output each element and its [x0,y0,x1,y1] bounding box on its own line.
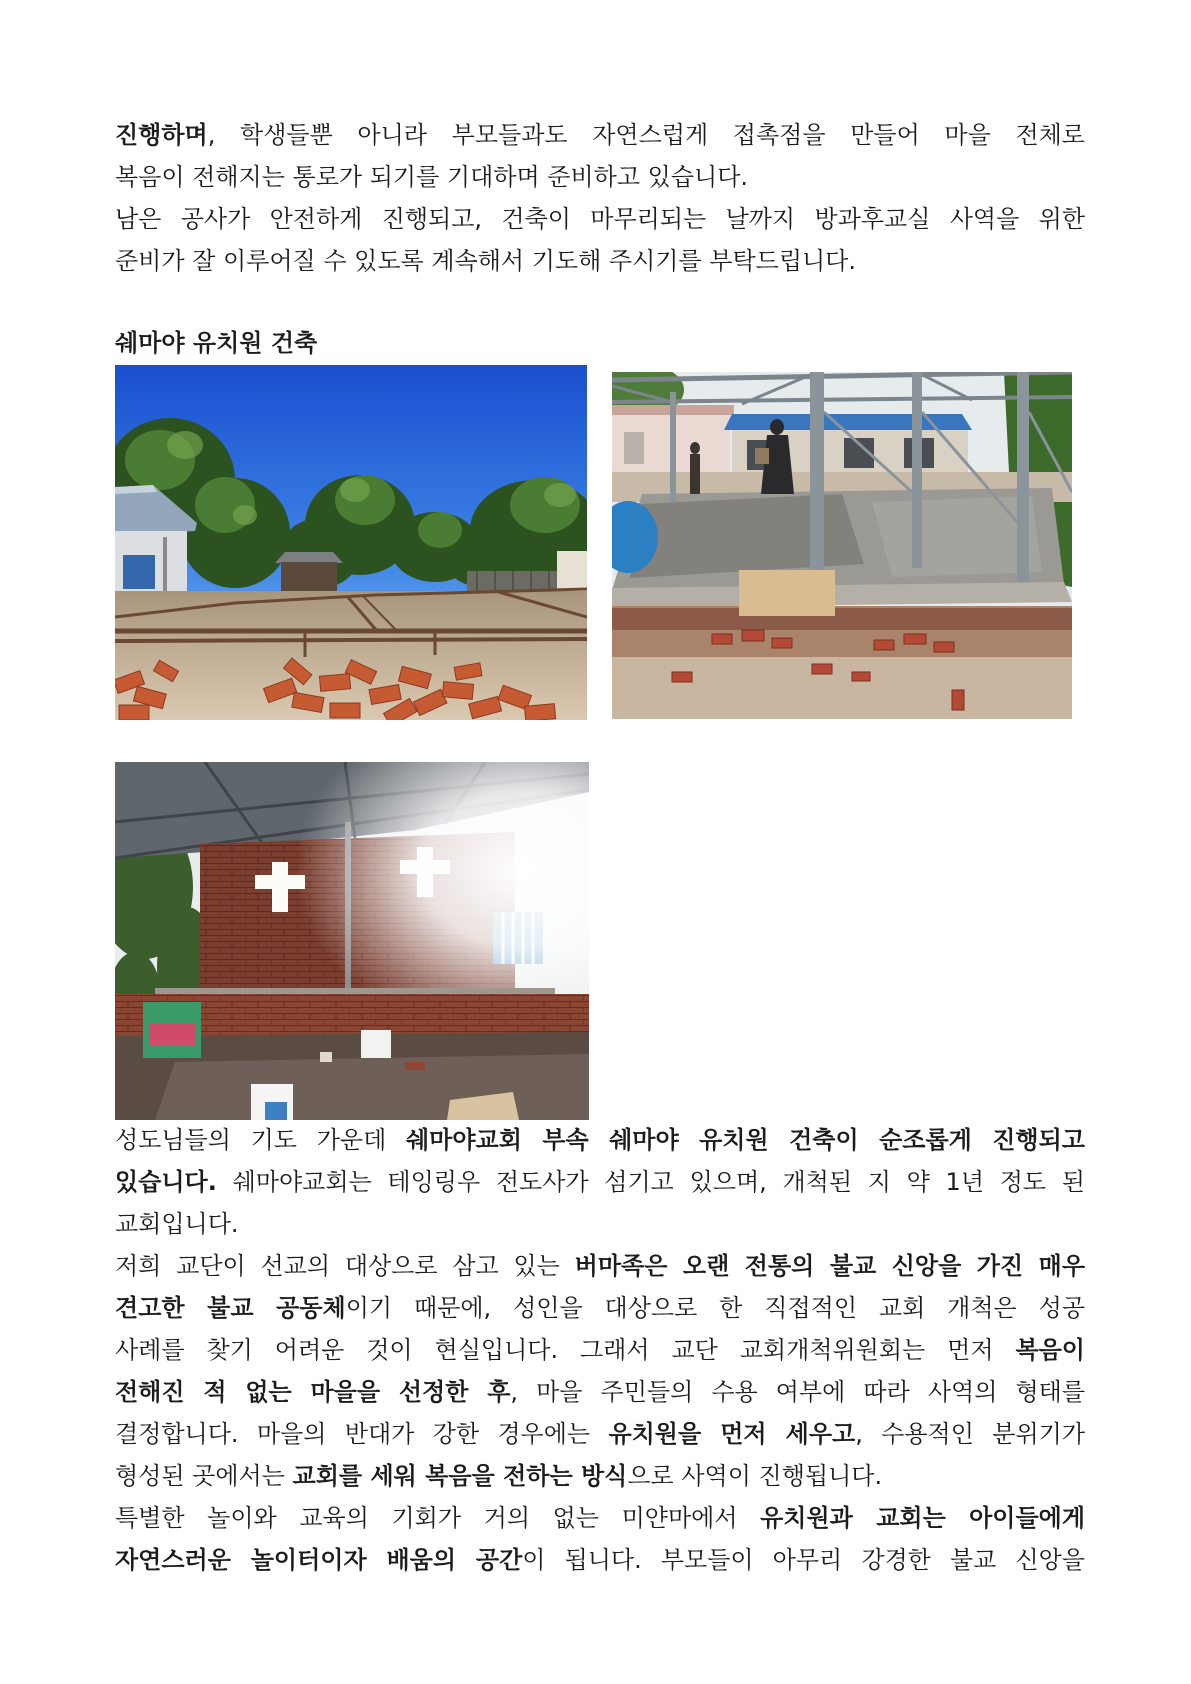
paragraph [115,114,1085,198]
text: , 마을 주민들의 수용 여부에 따라 사역의 형태를 [510,1378,1085,1406]
text: 성도님들의 기도 가운데 [115,1126,406,1154]
bold-text: 있습니다. [115,1168,217,1196]
photo-foundation-site [115,365,587,720]
bold-text: 버마족은 오랜 전통의 불교 신앙을 가진 매우 [574,1252,1085,1280]
section-body [115,1119,1085,1581]
intro-text [115,114,1085,282]
bold-text: 진행하며 [115,121,208,149]
text-line [115,240,1085,282]
paragraph [115,1497,1085,1581]
text-line [115,1371,1085,1413]
plywood-board [739,570,835,616]
child [690,442,700,494]
paragraph [115,1245,1085,1497]
text: 결정합니다. 마을의 반대가 강한 경우에는 [115,1420,609,1448]
text-line [115,1539,1085,1581]
text-line [115,1455,1085,1497]
bold-text: 유치원과 교회는 아이들에게 [760,1504,1085,1532]
bold-text: 전해진 적 없는 마을을 선정한 후 [115,1378,511,1406]
bold-text: 견고한 불교 공동체 [115,1294,346,1322]
text: 복음이 전해지는 통로가 되기를 기대하며 준비하고 있습니다. [115,163,749,191]
text: 특별한 놀이와 교육의 기회가 거의 없는 미얀마에서 [115,1504,761,1532]
paragraph [115,1119,1085,1245]
text-line [115,1329,1085,1371]
bold-text: 쉐마야교회 부속 쉐마야 유치원 건축이 순조롭게 진행되고 [405,1126,1085,1154]
photo-brick-wall-crosses-image [115,762,589,1120]
text: 쉐마야교회는 테잉링우 전도사가 섬기고 있으며, 개척된 지 약 1년 정도 된 [216,1168,1085,1196]
text: 교회입니다. [115,1210,239,1238]
text-line [115,1161,1085,1203]
text-line [115,156,1085,198]
bold-text: 교회를 세워 복음을 전하는 방식 [292,1462,628,1490]
ledge [155,988,555,994]
text-line [115,1203,1085,1245]
text-line [115,114,1085,156]
text: 이기 때문에, 성인을 대상으로 한 직접적인 교회 개척은 성공 [345,1294,1085,1322]
paragraph [115,198,1085,282]
text: 저희 교단이 선교의 대상으로 삼고 있는 [115,1252,575,1280]
photo-foundation-site-image [115,365,587,720]
photo-concrete-slab-image [612,372,1072,719]
text-line [115,1413,1085,1455]
text: 형성된 곳에서는 [115,1462,293,1490]
bold-text: 복음이 [1015,1336,1085,1364]
text: 이 됩니다. 부모들이 아무리 강경한 불교 신앙을 [522,1546,1085,1574]
bold-text: 자연스러운 놀이터이자 배움의 공간 [115,1546,523,1574]
text: 사례를 찾기 어려운 것이 현실입니다. 그래서 교단 교회개척위원회는 먼저 [115,1336,1016,1364]
text: 준비가 잘 이루어질 수 있도록 계속해서 기도해 주시기를 부탁드립니다. [115,247,856,275]
text: 으로 사역이 진행됩니다. [627,1462,883,1490]
section-heading: 쉐마야 유치원 건축 [115,329,318,357]
photo-brick-wall-crosses [115,762,589,1120]
text-line [115,198,1085,240]
photo-concrete-slab [612,372,1072,719]
text-line [115,1497,1085,1539]
foundation-base [612,606,1072,719]
text: , 학생들뿐 아니라 부모들과도 자연스럽게 접촉점을 만들어 마을 전체로 [207,121,1085,149]
bold-text: 유치원을 먼저 세우고 [608,1420,856,1448]
text-line [115,1245,1085,1287]
text: 남은 공사가 안전하게 진행되고, 건축이 마무리되는 날까지 방과후교실 사역을 위한 [115,205,1085,233]
text-line [115,1119,1085,1161]
shack [275,552,343,592]
text-line [115,1287,1085,1329]
text: , 수용적인 분위기가 [855,1420,1085,1448]
